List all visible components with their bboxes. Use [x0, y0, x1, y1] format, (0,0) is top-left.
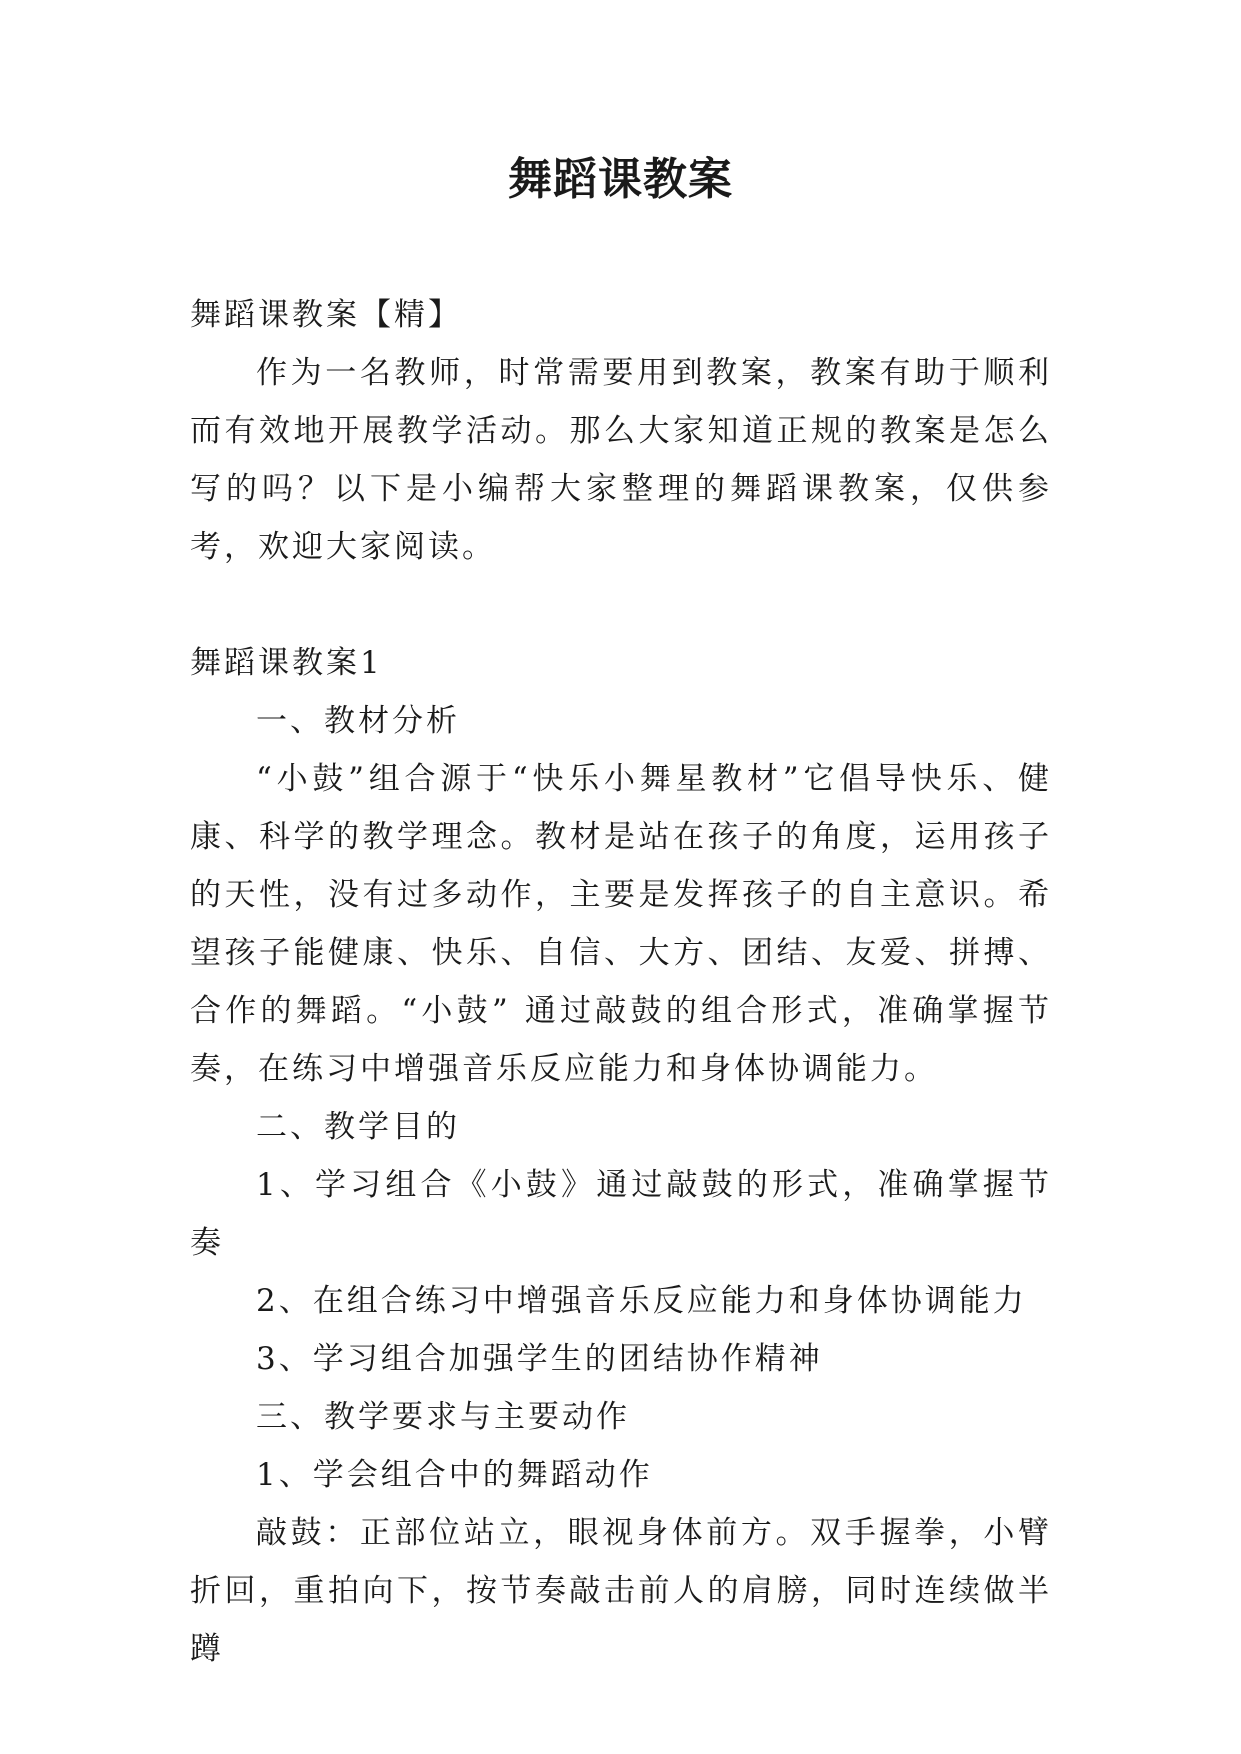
part3-paragraph: 敲鼓：正部位站立，眼视身体前方。双手握拳，小臂折回，重拍向下，按节奏敲击前人的肩膀，同时连续做半蹲: [190, 1515, 1052, 1667]
document-title: 舞蹈课教案: [508, 154, 733, 205]
part3-item-1: 1、学会组合中的舞蹈动作: [256, 1457, 653, 1493]
section-heading: 舞蹈课教案1: [190, 645, 383, 681]
document-subtitle: 舞蹈课教案【精】: [190, 297, 462, 333]
goal-item-3: 3、学习组合加强学生的团结协作精神: [256, 1341, 823, 1377]
paragraph-gap: [190, 576, 1052, 634]
intro-paragraph: 作为一名教师，时常需要用到教案，教案有助于顺利而有效地开展教学活动。那么大家知道正规的教案是怎么写的吗？以下是小编帮大家整理的舞蹈课教案，仅供参考，欢迎大家阅读。: [190, 355, 1052, 565]
part1-heading: 一、教材分析: [256, 703, 460, 739]
part3-heading: 三、教学要求与主要动作: [256, 1399, 630, 1435]
part2-heading: 二、教学目的: [256, 1109, 460, 1145]
goal-item-2: 2、在组合练习中增强音乐反应能力和身体协调能力: [256, 1283, 1027, 1319]
goal-item-1: 1、学习组合《小鼓》通过敲鼓的形式，准确掌握节奏: [190, 1167, 1052, 1261]
document-body: [190, 286, 1052, 1678]
part1-paragraph: “小鼓”组合源于“快乐小舞星教材”它倡导快乐、健康、科学的教学理念。教材是站在孩子的角度，运用孩子的天性，没有过多动作，主要是发挥孩子的自主意识。希望孩子能健康、快乐、自信、大方、团结、友爱、拼搏、合作的舞蹈。“小鼓” 通过敲鼓的组合形式，准确掌握节奏，在练习中增强音乐反应能力和身体协调能力。: [190, 761, 1052, 1087]
